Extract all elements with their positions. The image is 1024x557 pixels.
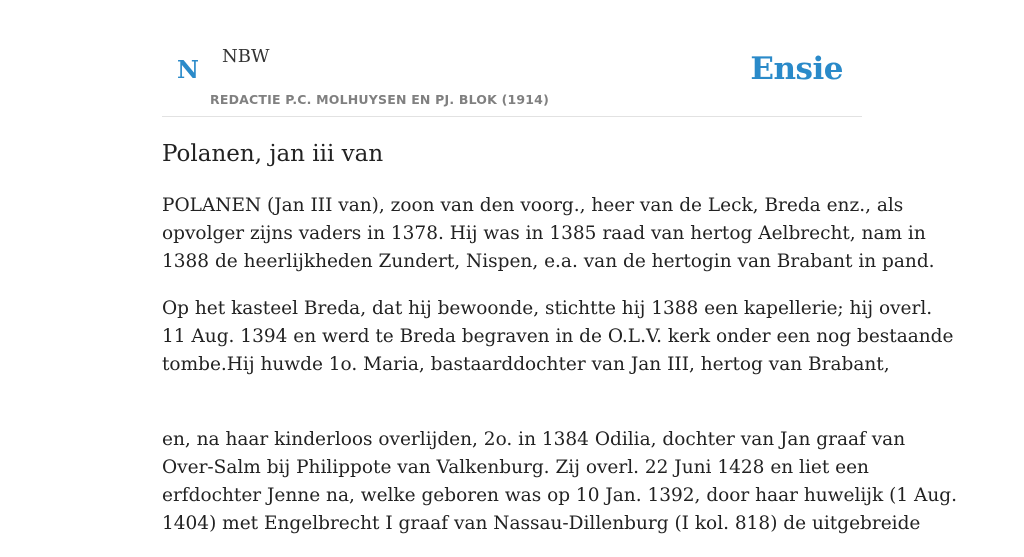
text-line: opvolger zijns vaders in 1378. Hij was in 1385 raad van hertog Aelbrecht, nam in — [162, 223, 926, 244]
article-paragraph — [162, 192, 935, 276]
article-body — [162, 192, 957, 557]
text-line: 11 Aug. 1394 en werd te Breda begraven in de O.L.V. kerk onder een nog bestaande — [162, 326, 954, 347]
text-line: POLANEN (Jan III van), zoon van den voorg., heer van de Leck, Breda enz., als — [162, 195, 904, 216]
text-line: 1388 de heerlijkheden Zundert, Nispen, e.a. van de hertogin van Brabant in pand. — [162, 251, 935, 272]
text-line: Op het kasteel Breda, dat hij bewoonde, stichtte hij 1388 een kapellerie; hij overl. — [162, 298, 933, 319]
source-subtitle: REDACTIE P.C. MOLHUYSEN EN PJ. BLOK (1914) — [210, 92, 549, 107]
article-paragraph — [162, 426, 957, 538]
article-title: Polanen, jan iii van — [162, 141, 384, 167]
text-line: tombe.Hij huwde 1o. Maria, bastaarddochter van Jan III, hertog van Brabant, — [162, 354, 890, 375]
text-line: erfdochter Jenne na, welke geboren was op 10 Jan. 1392, door haar huwelijk (1 Aug. — [162, 485, 957, 506]
brand-logo-link[interactable]: Ensie — [750, 51, 843, 87]
article-paragraph — [162, 295, 954, 379]
source-header — [162, 0, 862, 117]
source-logo[interactable]: N — [177, 55, 199, 84]
text-line: en, na haar kinderloos overlijden, 2o. in 1384 Odilia, dochter van Jan graaf van — [162, 429, 906, 450]
text-line: 1404) met Engelbrecht I graaf van Nassau-Dillenburg (I kol. 818) de uitgebreide — [162, 513, 921, 534]
source-name[interactable]: NBW — [222, 46, 270, 67]
text-line: Over-Salm bij Philippote van Valkenburg. Zij overl. 22 Juni 1428 en liet een — [162, 457, 869, 478]
